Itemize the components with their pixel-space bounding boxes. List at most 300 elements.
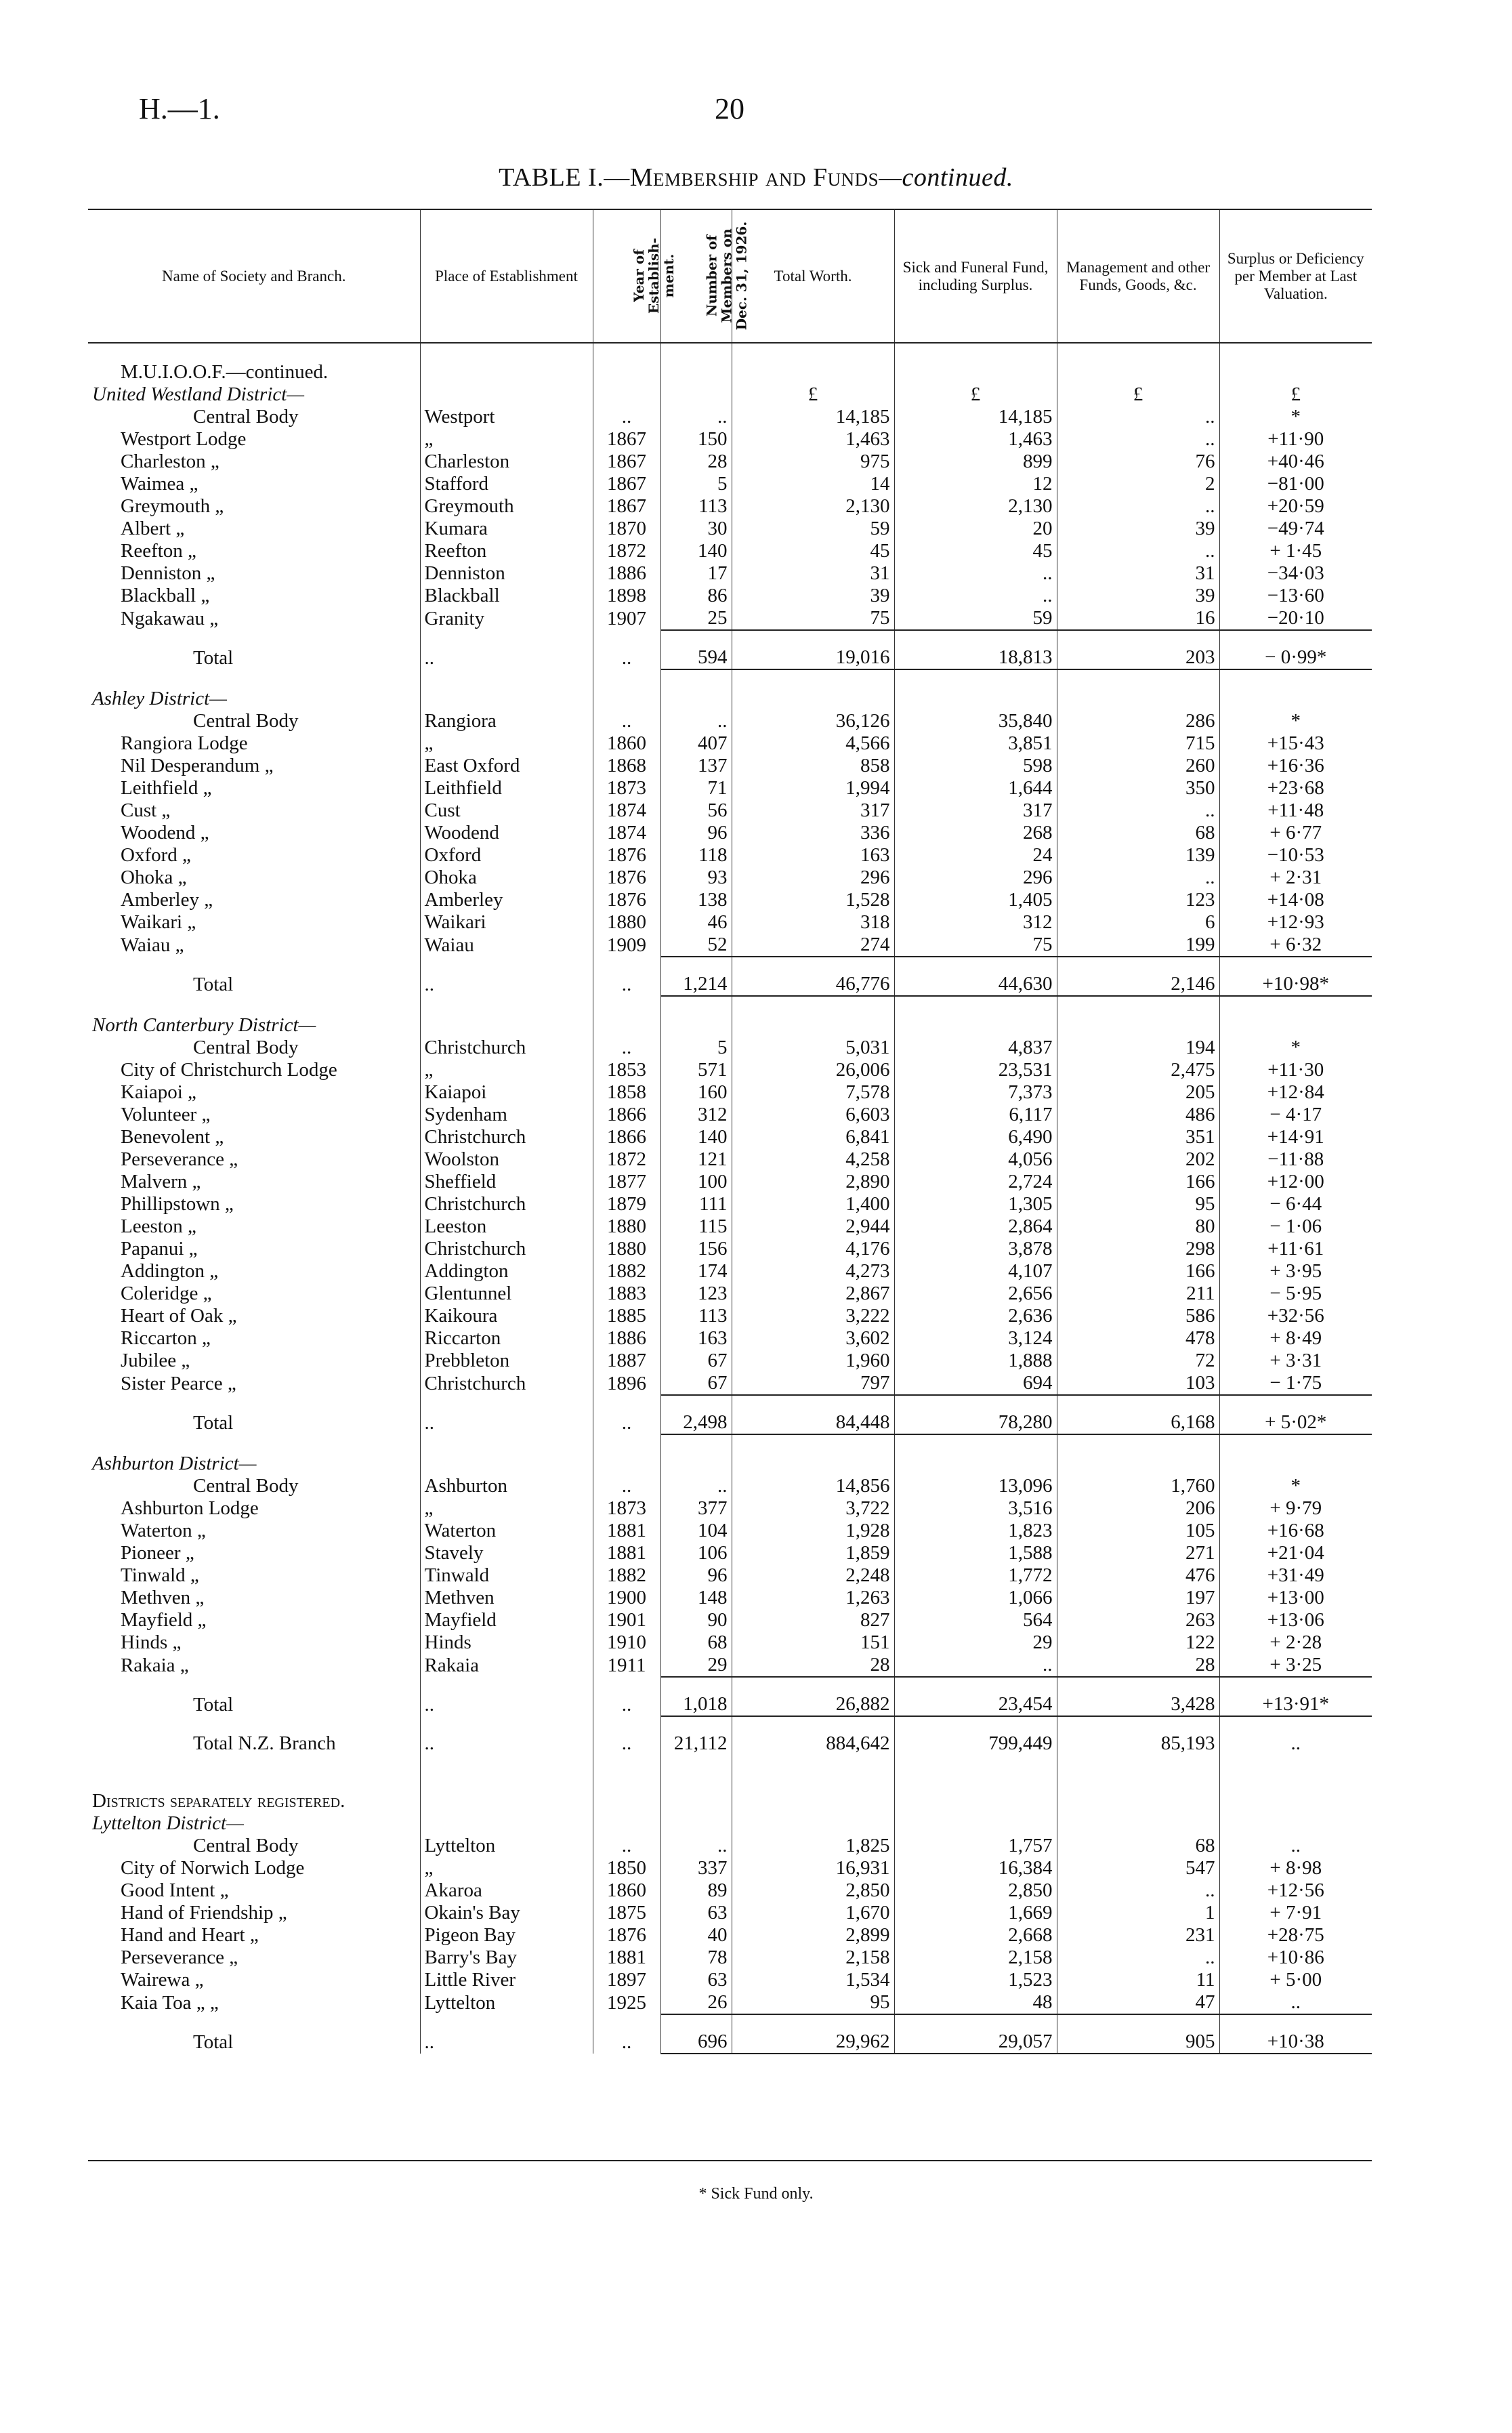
cell-place: Oxford — [420, 844, 593, 867]
cell-total-worth: 163 — [732, 844, 894, 867]
cell-empty — [420, 383, 593, 406]
table-row — [88, 867, 1372, 889]
cell-management: 72 — [1057, 1350, 1219, 1372]
cell-management: .. — [1057, 799, 1219, 822]
cell-total-worth: 45 — [732, 540, 894, 562]
table-row — [88, 1879, 1372, 1902]
cell-sick-fund: 23,454 — [894, 1677, 1057, 1716]
cell-surplus: .. — [1219, 1991, 1372, 2014]
branch-name: Heart of Oak „ — [121, 1305, 237, 1327]
cell-members: 137 — [660, 755, 732, 777]
branch-name: Addington „ — [121, 1260, 219, 1282]
table-row — [88, 1654, 1372, 1677]
cell-management: 28 — [1057, 1654, 1219, 1677]
cell-place: Waterton — [420, 1520, 593, 1542]
cell-surplus: + 5·02* — [1219, 1395, 1372, 1434]
cell-total-worth: 5,031 — [732, 1037, 894, 1059]
cell-total-worth: 1,263 — [732, 1587, 894, 1609]
total-label: Total — [193, 1412, 234, 1434]
cell-year: 1873 — [593, 777, 660, 799]
cell-year: 1881 — [593, 1520, 660, 1542]
header-row — [88, 209, 1372, 343]
cell-empty — [593, 669, 660, 688]
cell-empty — [732, 1772, 894, 1790]
cell-place: Prebbleton — [420, 1350, 593, 1372]
branch-name: Amberley „ — [121, 889, 213, 911]
cell-place: .. — [420, 2014, 593, 2054]
cell-management: 2,475 — [1057, 1059, 1219, 1081]
cell-empty — [732, 688, 894, 710]
col-header-sick-fund: Sick and Funeral Fund, including Surplus. — [894, 209, 1057, 343]
cell-empty — [894, 361, 1057, 383]
district-heading-row — [88, 688, 1372, 710]
cell-empty — [894, 1755, 1057, 1772]
cell-empty — [1219, 1772, 1372, 1790]
cell-surplus: +28·75 — [1219, 1924, 1372, 1947]
cell-members: 25 — [660, 607, 732, 630]
cell-year: .. — [593, 1037, 660, 1059]
cell-sick-fund: 2,668 — [894, 1924, 1057, 1947]
cell-management: 47 — [1057, 1991, 1219, 2014]
cell-place: Sydenham — [420, 1104, 593, 1126]
cell-empty — [593, 1453, 660, 1475]
cell-empty — [732, 996, 894, 1014]
cell-year: .. — [593, 1716, 660, 1755]
cell-place: Addington — [420, 1260, 593, 1283]
cell-empty — [420, 1453, 593, 1475]
branch-name: Ashburton Lodge — [121, 1497, 259, 1519]
cell-year: 1876 — [593, 1924, 660, 1947]
cell-sick-fund: 78,280 — [894, 1395, 1057, 1434]
cell-members: 46 — [660, 911, 732, 934]
cell-members: 174 — [660, 1260, 732, 1283]
cell-empty — [894, 1772, 1057, 1790]
cell-place: Akaroa — [420, 1879, 593, 1902]
cell-members: 594 — [660, 630, 732, 669]
cell-year: 1881 — [593, 1947, 660, 1969]
cell-total-worth: 4,258 — [732, 1148, 894, 1171]
cell-empty — [1057, 669, 1219, 688]
table-row — [88, 1587, 1372, 1609]
cell-members: 571 — [660, 1059, 732, 1081]
cell-empty — [732, 1453, 894, 1475]
cell-empty — [894, 1790, 1057, 1812]
cell-place: Rangiora — [420, 710, 593, 732]
cell-sick-fund: 899 — [894, 451, 1057, 473]
branch-name: Malvern „ — [121, 1171, 201, 1192]
table-row — [88, 934, 1372, 957]
cell-management: 715 — [1057, 732, 1219, 755]
col-header-surplus: Surplus or Deficiency per Member at Last Valuation. — [1219, 209, 1372, 343]
cell-surplus: +21·04 — [1219, 1542, 1372, 1564]
cell-empty — [894, 669, 1057, 688]
cell-management: 139 — [1057, 844, 1219, 867]
cell-sick-fund: 59 — [894, 607, 1057, 630]
total-row — [88, 1395, 1372, 1434]
cell-empty — [1219, 361, 1372, 383]
cell-year: 1882 — [593, 1260, 660, 1283]
cell-empty — [1219, 343, 1372, 361]
cell-management: 39 — [1057, 518, 1219, 540]
cell-members: 1,214 — [660, 957, 732, 996]
table-row — [88, 1969, 1372, 1991]
branch-name: Kaia Toa „ „ — [121, 1992, 219, 2014]
cell-members: 118 — [660, 844, 732, 867]
cell-management: 6,168 — [1057, 1395, 1219, 1434]
cell-management: 1,760 — [1057, 1475, 1219, 1497]
cell-members: 67 — [660, 1350, 732, 1372]
title-prefix: TABLE I.— — [499, 163, 630, 192]
spacer-row — [88, 669, 1372, 688]
cell-members: 40 — [660, 1924, 732, 1947]
cell-total-worth: 1,528 — [732, 889, 894, 911]
cell-total-worth: 318 — [732, 911, 894, 934]
cell-total-worth: 2,899 — [732, 1924, 894, 1947]
table-row — [88, 540, 1372, 562]
district-heading: United Westland District— — [92, 383, 305, 405]
cell-management: 203 — [1057, 630, 1219, 669]
cell-place: Christchurch — [420, 1238, 593, 1260]
cell-year: .. — [593, 406, 660, 428]
cell-empty — [660, 383, 732, 406]
cell-members: 106 — [660, 1542, 732, 1564]
cell-empty — [420, 1755, 593, 1772]
cell-year: .. — [593, 957, 660, 996]
cell-year: 1898 — [593, 585, 660, 607]
branch-name: Central Body — [193, 406, 299, 428]
cell-members: 140 — [660, 1126, 732, 1148]
cell-management: 298 — [1057, 1238, 1219, 1260]
cell-total-worth: 884,642 — [732, 1716, 894, 1755]
cell-year: 1867 — [593, 473, 660, 495]
cell-total-worth: 26,006 — [732, 1059, 894, 1081]
branch-name: Perseverance „ — [121, 1947, 238, 1968]
cell-sick-fund: 3,851 — [894, 732, 1057, 755]
cell-sick-fund: 29 — [894, 1631, 1057, 1654]
cell-empty — [894, 996, 1057, 1014]
cell-sick-fund: 4,107 — [894, 1260, 1057, 1283]
cell-members: 156 — [660, 1238, 732, 1260]
spacer-row — [88, 996, 1372, 1014]
spacer-row — [88, 343, 1372, 361]
cell-sick-fund: 20 — [894, 518, 1057, 540]
cell-place: Lyttelton — [420, 1835, 593, 1857]
cell-place: .. — [420, 630, 593, 669]
cell-surplus: + 2·31 — [1219, 867, 1372, 889]
branch-name: Ohoka „ — [121, 867, 187, 888]
cell-place: .. — [420, 957, 593, 996]
cell-empty — [420, 361, 593, 383]
cell-place: Methven — [420, 1587, 593, 1609]
cell-empty — [1057, 688, 1219, 710]
cell-surplus: −10·53 — [1219, 844, 1372, 867]
cell-place: Greymouth — [420, 495, 593, 518]
cell-place: Amberley — [420, 889, 593, 911]
cell-total-worth: 39 — [732, 585, 894, 607]
district-heading: North Canterbury District— — [92, 1014, 316, 1036]
cell-sick-fund: 799,449 — [894, 1716, 1057, 1755]
cell-sick-fund: 1,523 — [894, 1969, 1057, 1991]
cell-empty — [1219, 1812, 1372, 1835]
table-row — [88, 1215, 1372, 1238]
cell-place: Christchurch — [420, 1037, 593, 1059]
cell-members: 17 — [660, 562, 732, 585]
table-row — [88, 1924, 1372, 1947]
cell-total-worth: 6,603 — [732, 1104, 894, 1126]
cell-empty — [732, 1434, 894, 1453]
cell-surplus: +12·56 — [1219, 1879, 1372, 1902]
cell-empty — [1219, 1755, 1372, 1772]
cell-empty — [894, 1014, 1057, 1037]
table-row — [88, 1238, 1372, 1260]
branch-name: Tinwald „ — [121, 1564, 199, 1586]
branch-name: Rangiora Lodge — [121, 732, 248, 754]
cell-empty — [420, 1014, 593, 1037]
cell-surplus: * — [1219, 1475, 1372, 1497]
cell-sick-fund: 564 — [894, 1609, 1057, 1631]
cell-surplus: +31·49 — [1219, 1564, 1372, 1587]
cell-empty — [593, 1790, 660, 1812]
cell-total-worth: 46,776 — [732, 957, 894, 996]
cell-members: 29 — [660, 1654, 732, 1677]
cell-members: .. — [660, 1835, 732, 1857]
cell-place: „ — [420, 1497, 593, 1520]
cell-surplus: + 6·77 — [1219, 822, 1372, 844]
branch-name: Sister Pearce „ — [121, 1373, 236, 1394]
cell-members: 86 — [660, 585, 732, 607]
cell-empty — [593, 343, 660, 361]
cell-total-worth: 2,130 — [732, 495, 894, 518]
cell-empty — [660, 1772, 732, 1790]
cell-members: 148 — [660, 1587, 732, 1609]
branch-name: Kaiapoi „ — [121, 1081, 196, 1103]
cell-surplus: + 8·98 — [1219, 1857, 1372, 1879]
cell-place: Reefton — [420, 540, 593, 562]
cell-total-worth: 858 — [732, 755, 894, 777]
cell-year: 1886 — [593, 562, 660, 585]
footnote: * Sick Fund only. — [698, 2185, 814, 2203]
cell-surplus: +15·43 — [1219, 732, 1372, 755]
table-row — [88, 1059, 1372, 1081]
cell-sick-fund: 6,117 — [894, 1104, 1057, 1126]
cell-empty — [732, 1790, 894, 1812]
cell-members: 68 — [660, 1631, 732, 1654]
total-row — [88, 2014, 1372, 2054]
cell-surplus: + 8·49 — [1219, 1327, 1372, 1350]
total-label: Total N.Z. Branch — [193, 1732, 336, 1754]
cell-members: 123 — [660, 1283, 732, 1305]
cell-empty — [1219, 669, 1372, 688]
cell-empty — [732, 1755, 894, 1772]
cell-surplus: +12·93 — [1219, 911, 1372, 934]
total-row — [88, 957, 1372, 996]
cell-surplus: +10·86 — [1219, 1947, 1372, 1969]
col-header-name: Name of Society and Branch. — [88, 209, 420, 343]
cell-empty — [1219, 1453, 1372, 1475]
cell-total-worth: 4,176 — [732, 1238, 894, 1260]
branch-name: Hand and Heart „ — [121, 1924, 259, 1946]
cell-empty — [420, 1772, 593, 1790]
cell-surplus: .. — [1219, 1835, 1372, 1857]
cell-total-worth: 26,882 — [732, 1677, 894, 1716]
cell-sick-fund: 3,878 — [894, 1238, 1057, 1260]
branch-name: Perseverance „ — [121, 1148, 238, 1170]
cell-management: 123 — [1057, 889, 1219, 911]
branch-name: City of Norwich Lodge — [121, 1857, 305, 1879]
table-row — [88, 777, 1372, 799]
row-label — [88, 669, 420, 688]
cell-members: 78 — [660, 1947, 732, 1969]
cell-place: Mayfield — [420, 1609, 593, 1631]
cell-members: 90 — [660, 1609, 732, 1631]
cell-members: 111 — [660, 1193, 732, 1215]
cell-sick-fund: 14,185 — [894, 406, 1057, 428]
cell-sick-fund: 4,056 — [894, 1148, 1057, 1171]
society-heading: M.U.I.O.O.F.—continued. — [121, 361, 329, 383]
cell-surplus: − 1·06 — [1219, 1215, 1372, 1238]
cell-surplus: −81·00 — [1219, 473, 1372, 495]
cell-management: 68 — [1057, 822, 1219, 844]
page-number: 20 — [715, 92, 744, 125]
cell-empty — [593, 1772, 660, 1790]
branch-name: Mayfield „ — [121, 1609, 207, 1631]
branch-name: Albert „ — [121, 518, 185, 539]
cell-place: Leeston — [420, 1215, 593, 1238]
cell-empty — [1057, 1434, 1219, 1453]
branch-name: Central Body — [193, 1037, 299, 1058]
cell-management: .. — [1057, 1879, 1219, 1902]
cell-surplus: +11·48 — [1219, 799, 1372, 822]
branch-name: Hinds „ — [121, 1631, 182, 1653]
cell-empty — [420, 1434, 593, 1453]
table-row — [88, 1171, 1372, 1193]
cell-empty — [593, 1755, 660, 1772]
cell-sick-fund: 694 — [894, 1372, 1057, 1395]
bottom-rule — [88, 2160, 1372, 2161]
cell-total-worth: 1,670 — [732, 1902, 894, 1924]
cell-sick-fund: 1,066 — [894, 1587, 1057, 1609]
cell-members: 52 — [660, 934, 732, 957]
cell-year: 1910 — [593, 1631, 660, 1654]
cell-sick-fund: 2,864 — [894, 1215, 1057, 1238]
branch-name: Central Body — [193, 710, 299, 732]
cell-total-worth: 4,566 — [732, 732, 894, 755]
branch-name: Denniston „ — [121, 562, 215, 584]
district-heading-row — [88, 1014, 1372, 1037]
total-label: Total — [193, 1694, 234, 1715]
cell-empty — [660, 688, 732, 710]
cell-members: 71 — [660, 777, 732, 799]
cell-place: Granity — [420, 607, 593, 630]
cell-management: 478 — [1057, 1327, 1219, 1350]
cell-total-worth: 151 — [732, 1631, 894, 1654]
cell-management: 486 — [1057, 1104, 1219, 1126]
cell-empty — [732, 361, 894, 383]
cell-sick-fund: .. — [894, 1654, 1057, 1677]
cell-members: 89 — [660, 1879, 732, 1902]
cell-year: 1874 — [593, 822, 660, 844]
table-row — [88, 1857, 1372, 1879]
district-heading-row — [88, 1812, 1372, 1835]
cell-year: 1870 — [593, 518, 660, 540]
table-row — [88, 1497, 1372, 1520]
cell-surplus: +10·38 — [1219, 2014, 1372, 2054]
cell-empty — [660, 1812, 732, 1835]
table-row — [88, 822, 1372, 844]
cell-year: 1866 — [593, 1104, 660, 1126]
cell-sick-fund: 1,888 — [894, 1350, 1057, 1372]
cell-empty — [660, 1755, 732, 1772]
table-row — [88, 1372, 1372, 1395]
cell-members: 163 — [660, 1327, 732, 1350]
cell-surplus: +10·98* — [1219, 957, 1372, 996]
cell-empty — [593, 996, 660, 1014]
cell-place: .. — [420, 1395, 593, 1434]
cell-sick-fund: 312 — [894, 911, 1057, 934]
cell-year: 1860 — [593, 1879, 660, 1902]
branch-name: Greymouth „ — [121, 495, 224, 517]
table-row — [88, 1609, 1372, 1631]
cell-sick-fund: 296 — [894, 867, 1057, 889]
table-row — [88, 1305, 1372, 1327]
cell-members: 28 — [660, 451, 732, 473]
branch-name: Good Intent „ — [121, 1879, 229, 1901]
cell-year: 1886 — [593, 1327, 660, 1350]
cell-total-worth: 16,931 — [732, 1857, 894, 1879]
spacer-row — [88, 1755, 1372, 1772]
cell-year: 1883 — [593, 1283, 660, 1305]
cell-management: 11 — [1057, 1969, 1219, 1991]
title-main: Membership and Funds — [629, 163, 879, 192]
table-row — [88, 889, 1372, 911]
cell-year: 1880 — [593, 1215, 660, 1238]
cell-total-worth: 28 — [732, 1654, 894, 1677]
cell-management: .. — [1057, 428, 1219, 451]
branch-name: Blackball „ — [121, 585, 210, 606]
cell-total-worth: 2,248 — [732, 1564, 894, 1587]
cell-members: 30 — [660, 518, 732, 540]
cell-members: 5 — [660, 473, 732, 495]
cell-total-worth: 59 — [732, 518, 894, 540]
cell-management: 166 — [1057, 1171, 1219, 1193]
table-title — [0, 163, 1512, 192]
table-row — [88, 1327, 1372, 1350]
cell-sick-fund: 7,373 — [894, 1081, 1057, 1104]
cell-members: 312 — [660, 1104, 732, 1126]
branch-name: Central Body — [193, 1835, 299, 1856]
cell-sick-fund: 4,837 — [894, 1037, 1057, 1059]
cell-management: 1 — [1057, 1902, 1219, 1924]
cell-surplus: +32·56 — [1219, 1305, 1372, 1327]
cell-year: 1880 — [593, 1238, 660, 1260]
cell-management: 905 — [1057, 2014, 1219, 2054]
cell-empty — [1219, 1434, 1372, 1453]
cell-management: 211 — [1057, 1283, 1219, 1305]
cell-place: Barry's Bay — [420, 1947, 593, 1969]
cell-members: 337 — [660, 1857, 732, 1879]
cell-place: Lyttelton — [420, 1991, 593, 2014]
cell-place: Ashburton — [420, 1475, 593, 1497]
cell-sick-fund: 12 — [894, 473, 1057, 495]
cell-empty — [420, 688, 593, 710]
cell-total-worth: 95 — [732, 1991, 894, 2014]
cell-empty — [660, 1453, 732, 1475]
table-row — [88, 1037, 1372, 1059]
cell-surplus: +12·00 — [1219, 1171, 1372, 1193]
cell-place: Christchurch — [420, 1126, 593, 1148]
cell-empty — [1057, 1812, 1219, 1835]
cell-members: 121 — [660, 1148, 732, 1171]
